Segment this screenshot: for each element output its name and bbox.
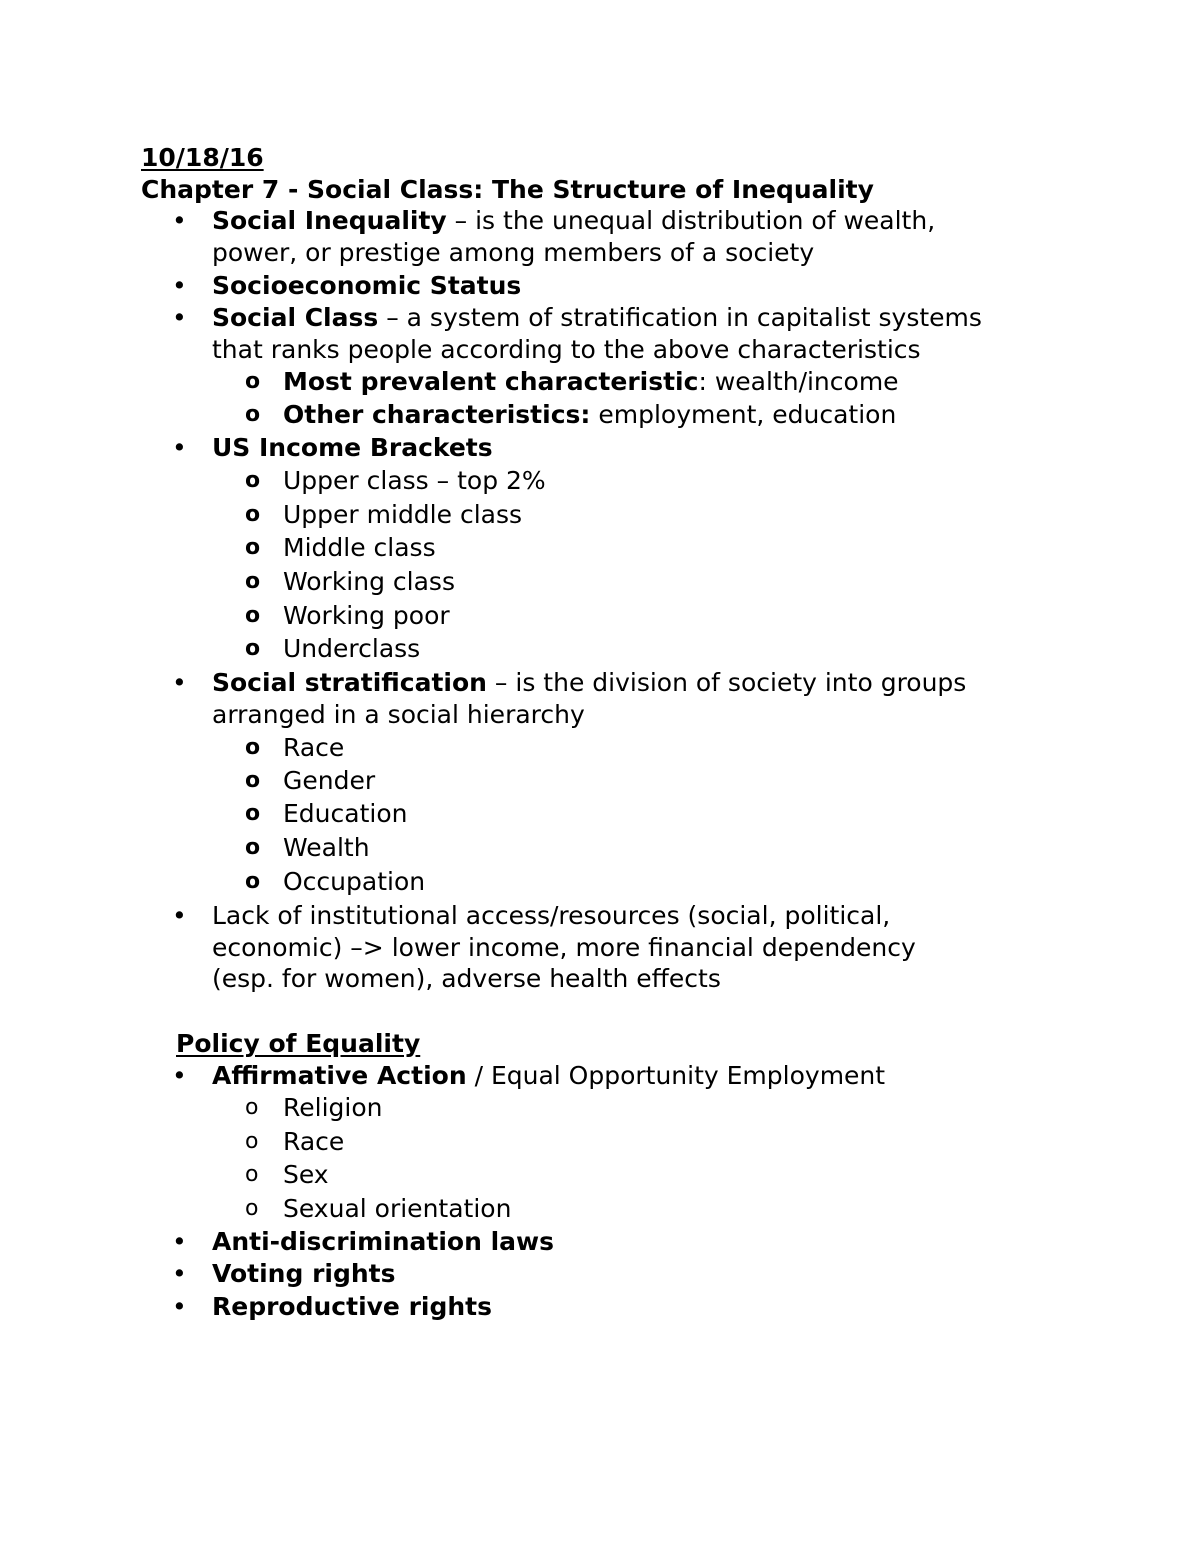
definition: – is the unequal distribution of wealth, [446,206,936,235]
definition: employment, education [590,400,897,429]
bullet-icon: • [172,901,187,930]
list-item: Reproductive rights [212,1292,493,1321]
list-item-continuation: (esp. for women), adverse health effects [212,964,721,993]
list-item-continuation: arranged in a social hierarchy [212,700,585,729]
sub-bullet-icon: o [245,535,261,560]
list-item: Voting rights [212,1259,396,1288]
sub-list-item: Sex [283,1160,329,1189]
term: Affirmative Action [212,1061,467,1090]
sub-bullet-icon: o [245,835,261,860]
bullet-icon: • [172,1259,187,1288]
section-heading: Policy of Equality [176,1029,421,1058]
sub-list-item: Occupation [283,867,426,896]
sub-list-item: Upper class – top 2% [283,466,546,495]
term: Most prevalent characteristic [283,367,699,396]
list-item: Anti-discrimination laws [212,1227,555,1256]
sub-bullet-icon: o [245,1162,259,1187]
sub-list-item: Working poor [283,601,450,630]
list-item: Lack of institutional access/resources (social, political, [212,901,891,930]
bullet-icon: • [172,303,187,332]
sub-list-item [283,366,899,398]
list-item: Socioeconomic Status [212,271,522,300]
sub-bullet-icon: o [245,1095,259,1120]
list-item-continuation: economic) –> lower income, more financial dependency [212,933,916,962]
list-item-continuation: power, or prestige among members of a society [212,238,815,267]
definition: / Equal Opportunity Employment [466,1061,886,1090]
sub-list-item: Religion [283,1093,383,1122]
sub-bullet-icon: o [245,801,261,826]
list-item [212,1060,885,1092]
date-heading: 10/18/16 [141,143,264,172]
list-item-continuation: that ranks people according to the above characteristics [212,335,921,364]
list-item [212,667,966,699]
sub-bullet-icon: o [245,603,261,628]
sub-list-item: Education [283,799,408,828]
sub-bullet-icon: o [245,735,261,760]
bullet-icon: • [172,668,187,697]
sub-list-item: Upper middle class [283,500,523,529]
sub-list-item: Race [283,733,345,762]
sub-list-item: Wealth [283,833,370,862]
sub-list-item: Middle class [283,533,436,562]
sub-bullet-icon: o [245,636,261,661]
sub-bullet-icon: o [245,369,261,394]
bullet-icon: • [172,1292,187,1321]
definition: – is the division of society into groups [486,668,967,697]
sub-list-item: Race [283,1127,345,1156]
definition: : wealth/income [698,367,899,396]
sub-bullet-icon: o [245,1129,259,1154]
sub-bullet-icon: o [245,768,261,793]
sub-bullet-icon: o [245,502,261,527]
term: Social Inequality [212,206,447,235]
sub-list-item [283,399,896,431]
term: Social Class [212,303,379,332]
bullet-icon: • [172,1061,187,1090]
list-item [212,302,982,334]
sub-list-item: Sexual orientation [283,1194,512,1223]
chapter-title: Chapter 7 - Social Class: The Structure of Inequality [141,175,874,204]
sub-bullet-icon: o [245,569,261,594]
sub-list-item: Working class [283,567,455,596]
bullet-icon: • [172,206,187,235]
term: Social stratification [212,668,487,697]
list-item [212,205,935,237]
list-item: US Income Brackets [212,433,493,462]
sub-list-item: Gender [283,766,376,795]
bullet-icon: • [172,433,187,462]
sub-list-item: Underclass [283,634,421,663]
definition: – a system of stratification in capitalist systems [378,303,982,332]
sub-bullet-icon: o [245,869,261,894]
sub-bullet-icon: o [245,468,261,493]
term: Other characteristics: [283,400,591,429]
bullet-icon: • [172,1227,187,1256]
sub-bullet-icon: o [245,1196,259,1221]
sub-bullet-icon: o [245,402,261,427]
bullet-icon: • [172,271,187,300]
